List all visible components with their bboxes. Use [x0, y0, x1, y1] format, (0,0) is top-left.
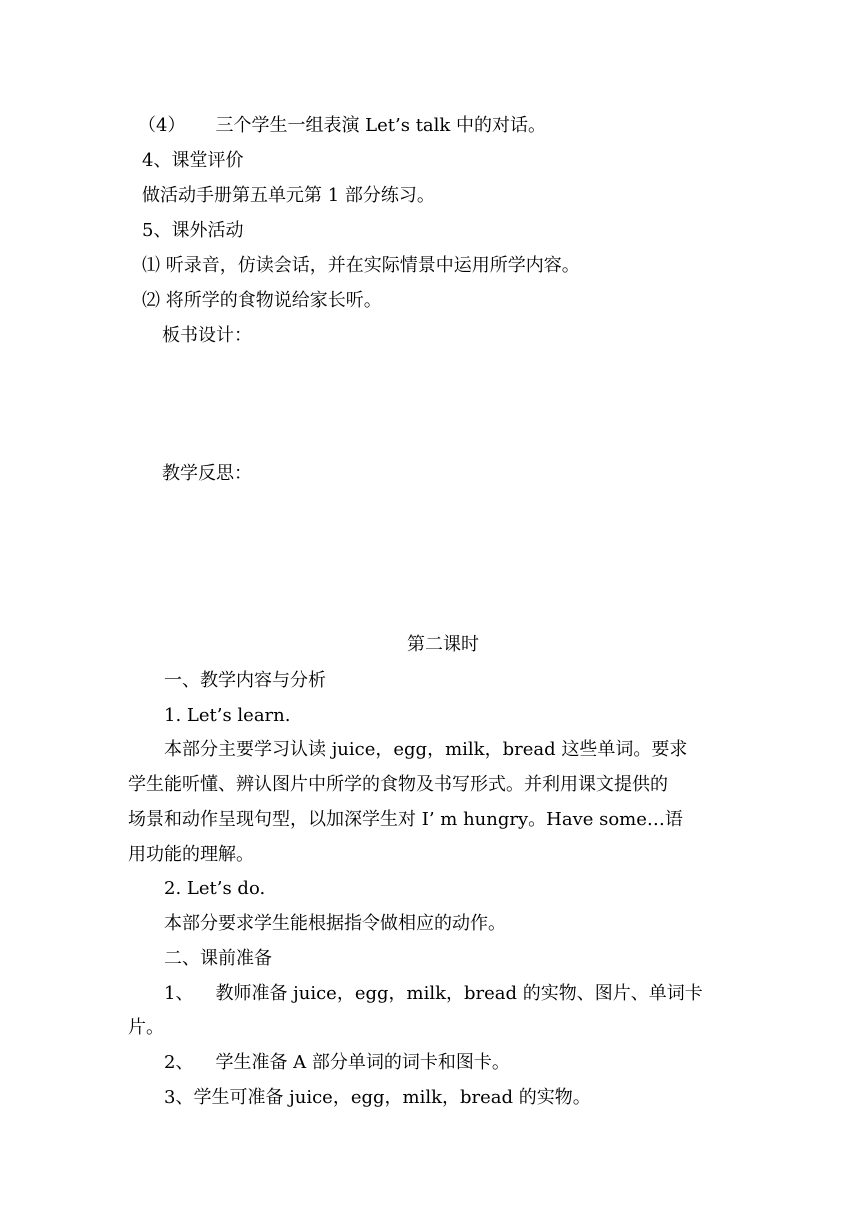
outside-activity-2: ⑵ 将所学的食物说给家长听。: [142, 290, 382, 311]
preparation-item-2: [164, 1050, 510, 1076]
heading-preparation: 二、课前准备: [164, 948, 272, 969]
preparation-item-2-number: 2、: [164, 1052, 194, 1073]
item-4: [138, 113, 546, 139]
lets-learn-paragraph-line-1: 本部分主要学习认读 juice，egg，milk，bread 这些单词。要求: [164, 739, 688, 760]
preparation-item-2-text: 学生准备 A 部分单词的词卡和图卡。: [215, 1052, 510, 1073]
item-4-prefix: （4）: [138, 115, 186, 136]
lets-do-heading: 2. Let’s do.: [164, 878, 266, 899]
preparation-item-1-text: 教师准备 juice，egg，milk，bread 的实物、图片、单词卡: [215, 983, 703, 1004]
preparation-item-1: [164, 981, 703, 1007]
preparation-item-3: 3、学生可准备 juice，egg，milk，bread 的实物。: [164, 1087, 591, 1108]
preparation-item-1-number: 1、: [164, 983, 194, 1004]
outside-activity-1: ⑴ 听录音，仿读会话，并在实际情景中运用所学内容。: [142, 255, 580, 276]
teaching-reflection-label: 教学反思：: [162, 463, 252, 484]
evaluation-text: 做活动手册第五单元第 1 部分练习。: [142, 185, 435, 206]
lets-do-paragraph: 本部分要求学生能根据指令做相应的动作。: [164, 913, 506, 934]
lets-learn-paragraph-line-4: 用功能的理解。: [128, 844, 254, 865]
lesson-title: 第二课时: [407, 634, 479, 655]
heading-outside-activity: 5、课外活动: [142, 220, 244, 241]
preparation-item-1-continued: 片。: [128, 1017, 164, 1038]
heading-teaching-content: 一、教学内容与分析: [164, 670, 326, 691]
heading-classroom-evaluation: 4、课堂评价: [142, 150, 244, 171]
lets-learn-heading: 1. Let’s learn.: [164, 705, 291, 726]
lets-learn-paragraph-line-2: 学生能听懂、辨认图片中所学的食物及书写形式。并利用课文提供的: [128, 774, 668, 795]
item-4-text: 三个学生一组表演 Let’s talk 中的对话。: [215, 115, 547, 136]
board-design-label: 板书设计：: [162, 325, 252, 346]
lets-learn-paragraph-line-3: 场景和动作呈现句型，以加深学生对 I’ m hungry。Have some…语: [128, 809, 683, 830]
